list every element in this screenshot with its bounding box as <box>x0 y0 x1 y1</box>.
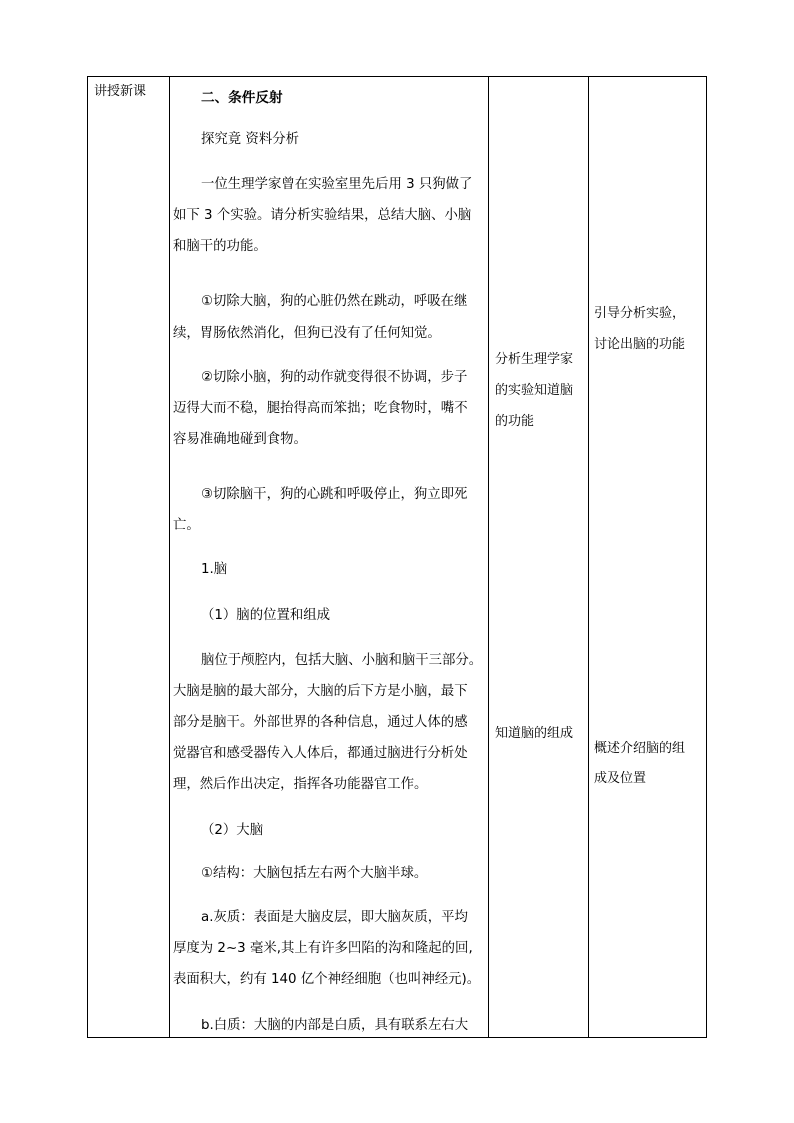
paragraph-line: 觉器官和感受器传入人体后，都通过脑进行分析处 <box>173 746 468 761</box>
experiment-line: 迈得大而不稳，腿抬得高而笨拙；吃食物时，嘴不 <box>173 401 468 416</box>
student-activity-line: 知道脑的组成 <box>495 726 574 741</box>
paragraph-line: 大脑是脑的最大部分，大脑的后下方是小脑，最下 <box>173 684 468 699</box>
paragraph-line: 表面积大，约有 140 亿个神经细胞（也叫神经元)。 <box>173 972 481 987</box>
paragraph-line: 脑位于颅腔内，包括大脑、小脑和脑干三部分。 <box>201 653 483 668</box>
student-activity-line: 的实验知道脑 <box>495 383 574 398</box>
activity-title: 探究竟 资料分析 <box>201 132 299 147</box>
paragraph-line: b.白质：大脑的内部是白质，具有联系左右大 <box>201 1018 469 1033</box>
paragraph-line: 理，然后作出决定，指挥各功能器官工作。 <box>173 777 428 792</box>
column-divider <box>169 77 170 1037</box>
design-intent-line: 概述介绍脑的组 <box>594 741 686 756</box>
paragraph-line: 部分是脑干。外部世界的各种信息，通过人体的感 <box>173 715 468 730</box>
experiment-line: ②切除小脑，狗的动作就变得很不协调，步子 <box>201 370 468 385</box>
paragraph-line: ①结构：大脑包括左右两个大脑半球。 <box>201 866 428 881</box>
experiment-line: ③切除脑干，狗的心跳和呼吸停止，狗立即死 <box>201 487 468 502</box>
section-heading: 二、条件反射 <box>201 90 283 106</box>
subsection-title: （1）脑的位置和组成 <box>201 608 331 623</box>
column-divider <box>488 77 489 1037</box>
design-intent-line: 引导分析实验， <box>594 306 686 321</box>
intro-line: 一位生理学家曾在实验室里先后用 3 只狗做了 <box>201 177 473 192</box>
subsection-title: （2）大脑 <box>201 823 264 838</box>
experiment-line: 亡。 <box>173 518 200 533</box>
experiment-line: ①切除大脑，狗的心脏仍然在跳动，呼吸在继 <box>201 294 468 309</box>
experiment-line: 续，胃肠依然消化，但狗已没有了任何知觉。 <box>173 326 441 341</box>
paragraph-line: a.灰质：表面是大脑皮层，即大脑灰质，平均 <box>201 910 468 925</box>
stage-label: 讲授新课 <box>94 84 147 99</box>
design-intent-line: 成及位置 <box>594 771 647 786</box>
column-divider <box>588 77 589 1037</box>
intro-line: 如下 3 个实验。请分析实验结果，总结大脑、小脑 <box>173 208 472 223</box>
student-activity-line: 的功能 <box>495 414 535 429</box>
student-activity-line: 分析生理学家 <box>495 352 574 367</box>
intro-line: 和脑干的功能。 <box>173 239 267 254</box>
subsection-title: 1.脑 <box>201 562 228 577</box>
design-intent-line: 讨论出脑的功能 <box>594 337 686 352</box>
paragraph-line: 厚度为 2~3 毫米,其上有许多凹陷的沟和隆起的回, <box>173 941 473 956</box>
experiment-line: 容易准确地碰到食物。 <box>173 432 307 447</box>
